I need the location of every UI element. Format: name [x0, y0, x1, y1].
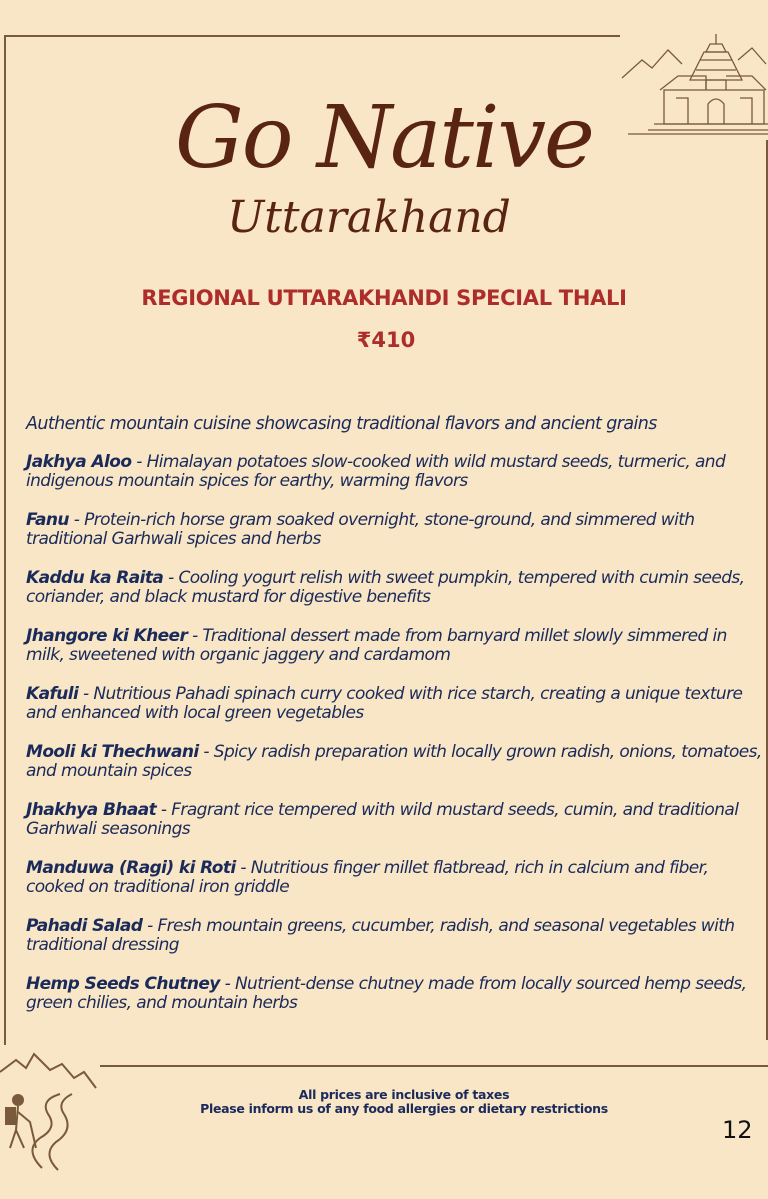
item-name: Pahadi Salad [26, 916, 143, 936]
item-description: - Cooling yogurt relish with sweet pumpkin, tempered with cumin seeds, coriander, and black mustard for digestive benefits [26, 568, 745, 607]
item-description: - Protein-rich horse gram soaked overnight, stone-ground, and simmered with traditional Garhwali spices and herbs [26, 510, 695, 549]
brand-name: Go Native [175, 88, 593, 188]
menu-item [26, 743, 768, 801]
thali-price: ₹410 [356, 328, 416, 352]
menu-item [26, 453, 768, 511]
item-name: Hemp Seeds Chutney [26, 974, 220, 994]
item-name: Jakhya Aloo [26, 452, 132, 472]
item-description: - Nutritious Pahadi spinach curry cooked with rice starch, creating a unique texture and enhanced with local green vegetables [26, 684, 743, 723]
page-number: 12 [722, 1116, 753, 1144]
item-name: Mooli ki Thechwani [26, 742, 199, 762]
footer-tax-note: All prices are inclusive of taxes [298, 1087, 510, 1102]
item-description: - Nutritious finger millet flatbread, rich in calcium and fiber, cooked on traditional iron griddle [26, 858, 709, 897]
item-description: - Fragrant rice tempered with wild mustard seeds, cumin, and traditional Garhwali seasonings [26, 800, 739, 839]
menu-items [26, 453, 768, 1033]
border-top [4, 35, 620, 37]
item-description: - Nutrient-dense chutney made from locally sourced hemp seeds, green chilies, and mountain herbs [26, 974, 747, 1013]
item-name: Kaddu ka Raita [26, 568, 164, 588]
footer-allergy-note: Please inform us of any food allergies or dietary restrictions [200, 1101, 608, 1116]
border-bottom [100, 1065, 768, 1067]
item-name: Manduwa (Ragi) ki Roti [26, 858, 236, 878]
menu-item [26, 917, 768, 975]
menu-item [26, 801, 768, 859]
footer-notes [0, 1088, 768, 1116]
menu-item [26, 685, 768, 743]
menu-item [26, 859, 768, 917]
brand-region: Uttarakhand [227, 192, 511, 243]
item-name: Jhakhya Bhaat [26, 800, 157, 820]
menu-item [26, 627, 768, 685]
item-name: Fanu [26, 510, 69, 530]
menu-item [26, 511, 768, 569]
menu-item [26, 975, 768, 1033]
item-name: Kafuli [26, 684, 79, 704]
item-description: - Himalayan potatoes slow-cooked with wild mustard seeds, turmeric, and indigenous mountain spices for earthy, warming flavors [26, 452, 726, 491]
item-name: Jhangore ki Kheer [26, 626, 188, 646]
intro-text: Authentic mountain cuisine showcasing traditional flavors and ancient grains [26, 414, 657, 434]
item-description: - Fresh mountain greens, cucumber, radish, and seasonal vegetables with traditional dressing [26, 916, 735, 955]
menu-item [26, 569, 768, 627]
item-description: - Traditional dessert made from barnyard millet slowly simmered in milk, sweetened with organic jaggery and cardamom [26, 626, 727, 665]
thali-title: REGIONAL UTTARAKHANDI SPECIAL THALI [141, 286, 627, 310]
item-description: - Spicy radish preparation with locally grown radish, onions, tomatoes, and mountain spices [26, 742, 762, 781]
